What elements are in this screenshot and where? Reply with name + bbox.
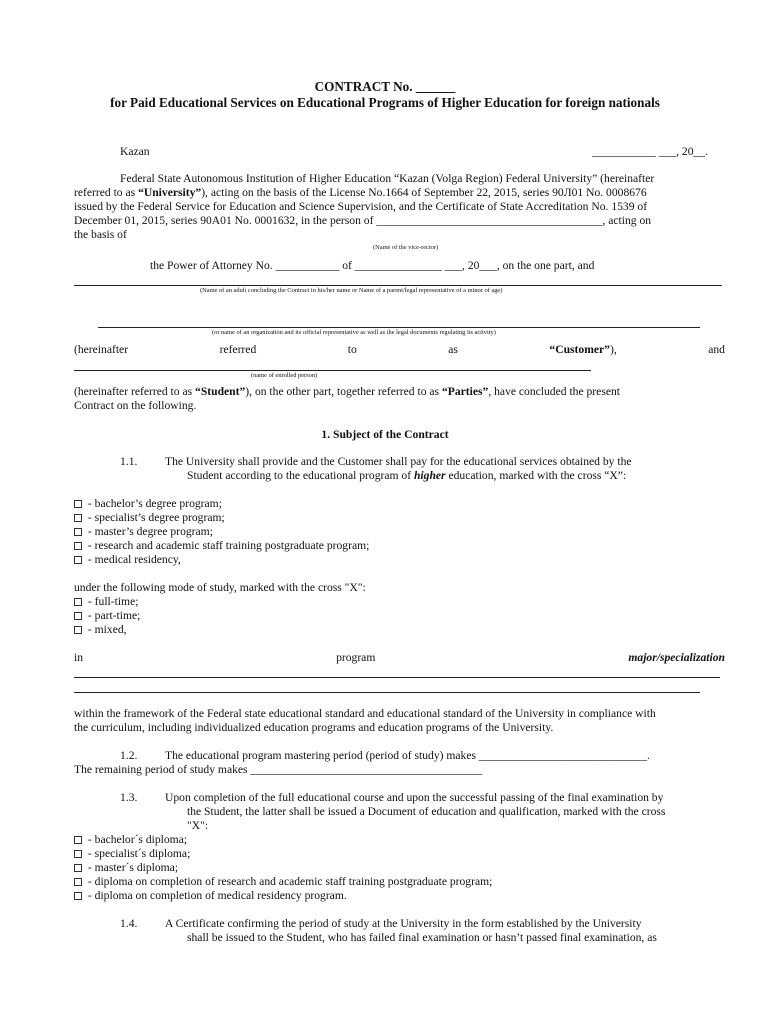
preamble-line-4: December 01, 2015, series 90A01 No. 0001632, in the person of _______________________________________, acting on (74, 214, 652, 227)
preamble-text: ), acting on the basis of the License No.1664 of September 22, 2015, series 90Л01 No. 0008676 (201, 186, 647, 199)
clause-1-2-number: 1.2. (120, 749, 138, 762)
organization-note: (or name of an organization and its official representative as well as the legal documents regulating its activity) (212, 329, 496, 336)
option-label: - bachelor’s degree program; (85, 497, 222, 510)
enrolled-person-rule (74, 370, 591, 371)
option-label: - full-time; (85, 595, 139, 608)
clause-text: Student according to the educational program of (187, 469, 414, 482)
mode-option-mixed (74, 623, 127, 637)
clause-1-4-line-1: A Certificate confirming the period of study at the University in the form established by the University (165, 917, 642, 930)
customer-term (549, 343, 616, 357)
checkbox-icon[interactable] (74, 556, 82, 564)
program-option-master (74, 525, 213, 539)
diploma-option-residency (74, 889, 347, 903)
student-text: ), on the other part, together referred to as (245, 385, 442, 398)
checkbox-icon[interactable] (74, 878, 82, 886)
clause-1-3-line-1: Upon completion of the full educational course and upon the successful passing of the final examination by (165, 791, 664, 804)
checkbox-icon[interactable] (74, 500, 82, 508)
clause-1-4-number: 1.4. (120, 917, 138, 930)
checkbox-icon[interactable] (74, 892, 82, 900)
clause-1-1-number: 1.1. (120, 455, 138, 468)
option-label: - diploma on completion of research and academic staff training postgraduate program; (85, 875, 493, 888)
clause-1-3-number: 1.3. (120, 791, 138, 804)
and-word: and (708, 343, 725, 356)
checkbox-icon[interactable] (74, 598, 82, 606)
program-name-rule-2 (74, 692, 700, 693)
student-text: , have concluded the present (488, 385, 620, 398)
to-word: to (347, 343, 357, 356)
option-label: - specialist´s diploma; (85, 847, 191, 860)
preamble-line-5: the basis of (74, 228, 127, 241)
major-specialization-word: major/specialization (628, 651, 725, 664)
city: Kazan (120, 145, 150, 158)
diploma-option-specialist (74, 847, 190, 861)
option-label: - diploma on completion of medical residency program. (85, 889, 347, 902)
student-label: “Student” (195, 385, 246, 398)
clause-1-2-line-2: The remaining period of study makes ________________________________________ (74, 763, 483, 776)
framework-line-1: within the framework of the Federal state educational standard and educational standard of the University in compliance with (74, 707, 656, 720)
option-label: - part-time; (85, 609, 141, 622)
hereinafter-word: (hereinafter (74, 343, 129, 356)
option-label: - master’s degree program; (85, 525, 213, 538)
clause-1-3-line-3: "X": (187, 819, 209, 832)
diploma-option-postgraduate (74, 875, 492, 889)
program-option-specialist (74, 511, 225, 525)
checkbox-icon[interactable] (74, 850, 82, 858)
program-option-postgraduate (74, 539, 369, 553)
clause-1-4-line-2: shall be issued to the Student, who has failed final examination or hasn’t passed final examination, as (187, 931, 657, 944)
vice-rector-note: (Name of the vice-rector) (373, 244, 439, 251)
parties-label: “Parties” (441, 385, 489, 398)
option-label: - bachelor´s diploma; (85, 833, 188, 846)
preamble-line-3: issued by the Federal Service for Education and Science Supervision, and the Certificate of State Accreditation No. 1539 of (74, 200, 648, 213)
customer-label: “Customer” (549, 343, 610, 356)
mode-option-full-time (74, 595, 138, 609)
option-label: - medical residency, (85, 553, 181, 566)
option-label: - master´s diploma; (85, 861, 179, 874)
checkbox-icon[interactable] (74, 528, 82, 536)
checkbox-icon[interactable] (74, 864, 82, 872)
option-label: - specialist’s degree program; (85, 511, 225, 524)
checkbox-icon[interactable] (74, 612, 82, 620)
student-line-2: Contract on the following. (74, 399, 197, 412)
as-word: as (448, 343, 458, 356)
program-option-residency (74, 553, 181, 567)
adult-name-rule (74, 285, 722, 286)
clause-1-1-line-2 (187, 469, 626, 483)
framework-line-2: the curriculum, including individualized education programs and education programs of the University. (74, 721, 554, 734)
contract-title: CONTRACT No. ______ (314, 79, 456, 94)
preamble-line-1: Federal State Autonomous Institution of Higher Education “Kazan (Volga Region) Federal University” (hereinafter (120, 172, 655, 185)
checkbox-icon[interactable] (74, 836, 82, 844)
customer-line (74, 343, 725, 357)
clause-1-2-line-1: The educational program mastering period (period of study) makes _____________________________. (165, 749, 650, 762)
program-name-rule-1 (74, 677, 720, 678)
student-text: (hereinafter referred to as (74, 385, 196, 398)
checkbox-icon[interactable] (74, 626, 82, 634)
in-word: in (74, 651, 84, 664)
option-label: - mixed, (85, 623, 127, 636)
mode-option-part-time (74, 609, 140, 623)
higher-emphasis: higher (413, 469, 446, 482)
adult-note: (Name of an adult concluding the Contract in his/her name or Name of a parent/legal representative of a minor of age) (200, 287, 503, 294)
mode-of-study-intro: under the following mode of study, marked with the cross "X": (74, 581, 366, 594)
diploma-option-bachelor (74, 833, 187, 847)
diploma-option-master (74, 861, 178, 875)
option-label: - research and academic staff training postgraduate program; (85, 539, 370, 552)
attorney-line: the Power of Attorney No. ___________ of _______________ ___, 20___, on the one part, and (150, 259, 595, 272)
university-label: “University” (138, 186, 202, 199)
checkbox-icon[interactable] (74, 542, 82, 550)
program-major-line (74, 651, 725, 665)
clause-text: education, marked with the cross “X”: (445, 469, 627, 482)
clause-1-3-line-2: the Student, the latter shall be issued a Document of education and qualification, marked with the cross (187, 805, 666, 818)
preamble-text: referred to as (74, 186, 139, 199)
contract-subtitle: for Paid Educational Services on Educational Programs of Higher Education for foreign nationals (110, 95, 660, 110)
program-word: program (336, 651, 376, 664)
referred-word: referred (219, 343, 257, 356)
section-1-heading: 1. Subject of the Contract (321, 428, 449, 441)
customer-suffix: ), (609, 343, 617, 356)
program-option-bachelor (74, 497, 222, 511)
enrolled-note: (name of enrolled person) (251, 372, 318, 379)
contract-date: ___________ ___, 20__. (592, 145, 708, 158)
preamble-line-2 (74, 186, 647, 200)
student-line-1 (74, 385, 620, 399)
organization-rule (98, 327, 700, 328)
clause-1-1-line-1: The University shall provide and the Customer shall pay for the educational services obtained by the (165, 455, 632, 468)
checkbox-icon[interactable] (74, 514, 82, 522)
